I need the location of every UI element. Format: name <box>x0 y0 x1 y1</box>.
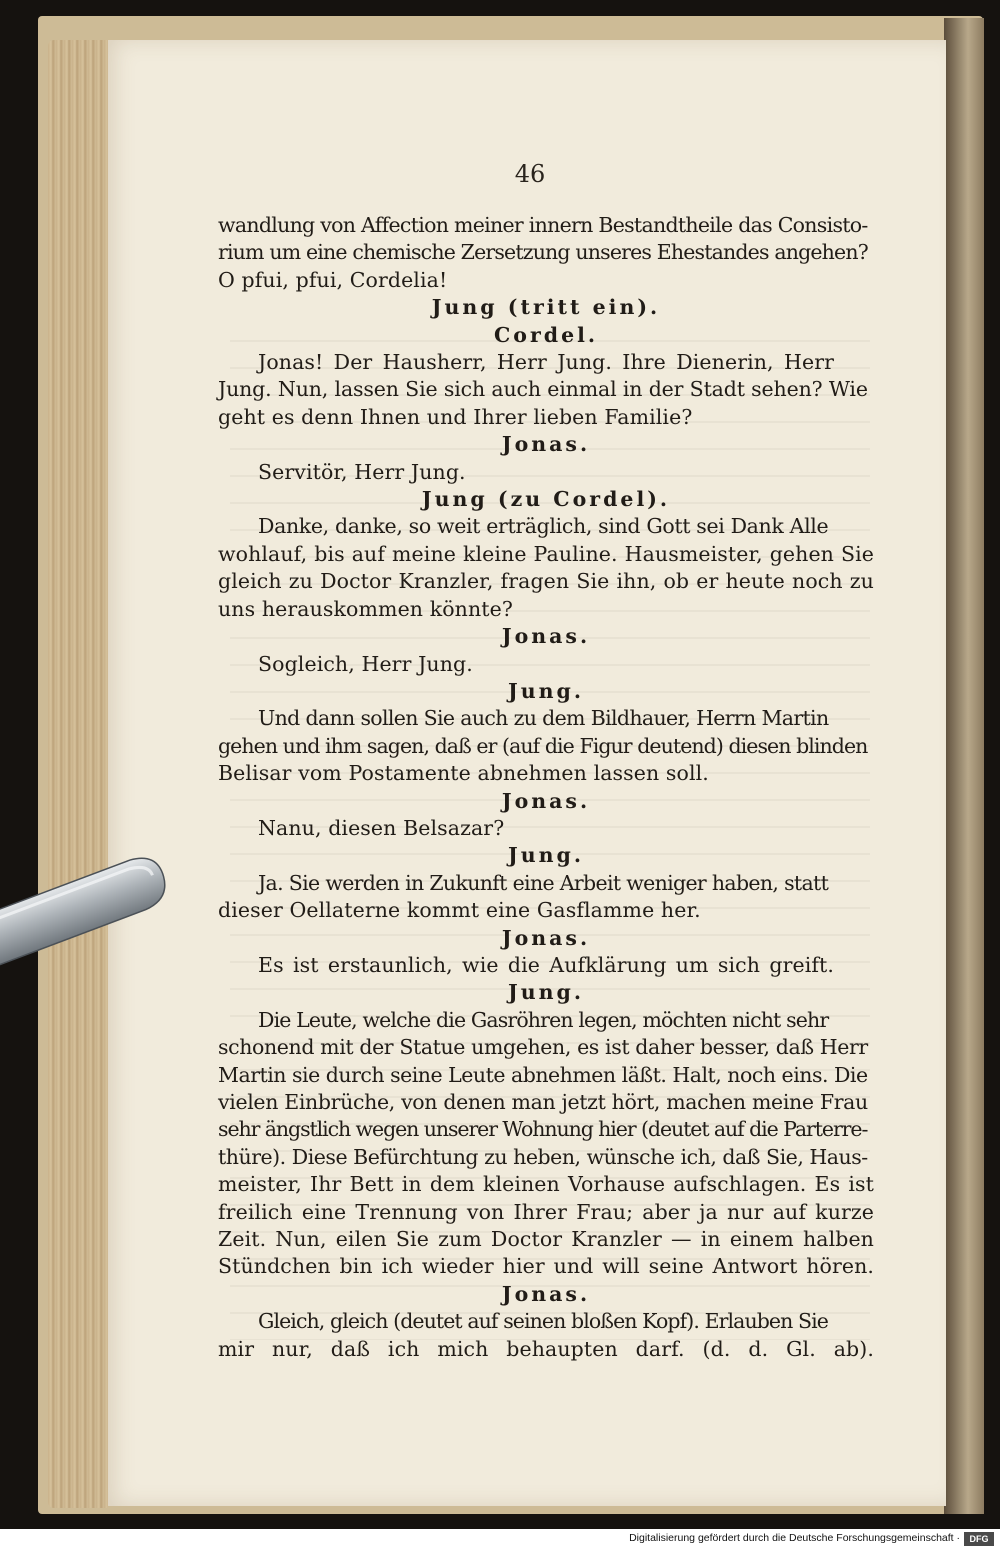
text-line: Danke, danke, so weit erträglich, sind Gott sei Dank Alle <box>258 514 829 539</box>
speaker-heading: Jung. <box>508 980 584 1005</box>
text-line: Belisar vom Postamente abnehmen lassen soll. <box>218 761 709 786</box>
dfg-logo: DFG <box>964 1532 994 1546</box>
footer-credit: Digitalisierung gefördert durch die Deutsche Forschungsgemeinschaft · <box>629 1532 960 1544</box>
text-line: dieser Oellaterne kommt eine Gasflamme her. <box>218 898 701 923</box>
text-line: freilich eine Trennung von Ihrer Frau; aber ja nur auf kurze <box>218 1199 875 1224</box>
text-line: gleich zu Doctor Kranzler, fragen Sie ihn, ob er heute noch zu <box>218 569 874 594</box>
text-line: thüre). Diese Befürchtung zu heben, wünsche ich, daß Sie, Haus- <box>218 1144 868 1169</box>
text-line: Martin sie durch seine Leute abnehmen läßt. Halt, noch eins. Die <box>218 1062 868 1087</box>
text-line: sehr ängstlich wegen unserer Wohnung hier (deutet auf die Parterre- <box>218 1117 868 1142</box>
page-stack-edge <box>48 40 108 1508</box>
text-line: Nanu, diesen Belsazar? <box>258 815 505 840</box>
text-line: Die Leute, welche die Gasröhren legen, möchten nicht sehr <box>258 1007 829 1032</box>
text-line: Ja. Sie werden in Zukunft eine Arbeit weniger haben, statt <box>258 870 829 895</box>
text-line: Jung. Nun, lassen Sie sich auch einmal in der Stadt sehen? Wie <box>218 377 868 402</box>
book-spine-shadow <box>944 18 984 1514</box>
speaker-heading: Jonas. <box>501 925 591 950</box>
text-line: Gleich, gleich (deutet auf seinen bloßen Kopf). Erlauben Sie <box>258 1309 829 1334</box>
speaker-heading: Jung (zu Cordel). <box>421 487 671 512</box>
page-number: 46 <box>514 160 546 188</box>
text-line: Stündchen bin ich wieder hier und will seine Antwort hören. <box>218 1254 875 1279</box>
text-line: wandlung von Affection meiner innern Bestandtheile das Consisto- <box>218 213 868 237</box>
page-text <box>218 212 874 1363</box>
speaker-heading: Cordel. <box>493 322 599 347</box>
speaker-heading: Jung (tritt ein). <box>431 295 661 320</box>
text-line: gehen und ihm sagen, daß er (auf die Figur deutend) diesen blinden <box>218 733 868 758</box>
text-line: Servitör, Herr Jung. <box>258 459 466 484</box>
text-line: schonend mit der Statue umgehen, es ist daher besser, daß Herr <box>218 1035 868 1060</box>
text-line: O pfui, pfui, Cordelia! <box>218 267 448 292</box>
text-line: geht es denn Ihnen und Ihrer lieben Familie? <box>218 404 693 429</box>
text-line: uns herauskommen könnte? <box>218 596 513 621</box>
text-line: Jonas! Der Hausherr, Herr Jung. Ihre Dienerin, Herr <box>258 350 834 375</box>
text-line: mir nur, daß ich mich behaupten darf. (d. d. Gl. ab). <box>218 1336 874 1361</box>
text-line: Es ist erstaunlich, wie die Aufklärung um sich greift. <box>258 952 835 977</box>
speaker-heading: Jonas. <box>501 788 591 813</box>
text-line: Zeit. Nun, eilen Sie zum Doctor Kranzler — in einem halben <box>218 1227 874 1252</box>
speaker-heading: Jung. <box>508 678 584 703</box>
speaker-heading: Jonas. <box>501 432 591 457</box>
text-line: Und dann sollen Sie auch zu dem Bildhauer, Herrn Martin <box>258 706 829 731</box>
footer-bar <box>0 1529 1000 1549</box>
text-line: meister, Ihr Bett in dem kleinen Vorhause aufschlagen. Es ist <box>218 1172 874 1197</box>
speaker-heading: Jonas. <box>501 1281 591 1306</box>
text-line: vielen Einbrüche, von denen man jetzt hört, machen meine Frau <box>218 1090 868 1114</box>
text-line: Sogleich, Herr Jung. <box>258 651 473 676</box>
speaker-heading: Jonas. <box>501 624 591 649</box>
text-line: rium um eine chemische Zersetzung unseres Ehestandes angehen? <box>218 240 868 265</box>
text-line: wohlauf, bis auf meine kleine Pauline. Hausmeister, gehen Sie <box>218 541 875 566</box>
speaker-heading: Jung. <box>508 843 584 868</box>
